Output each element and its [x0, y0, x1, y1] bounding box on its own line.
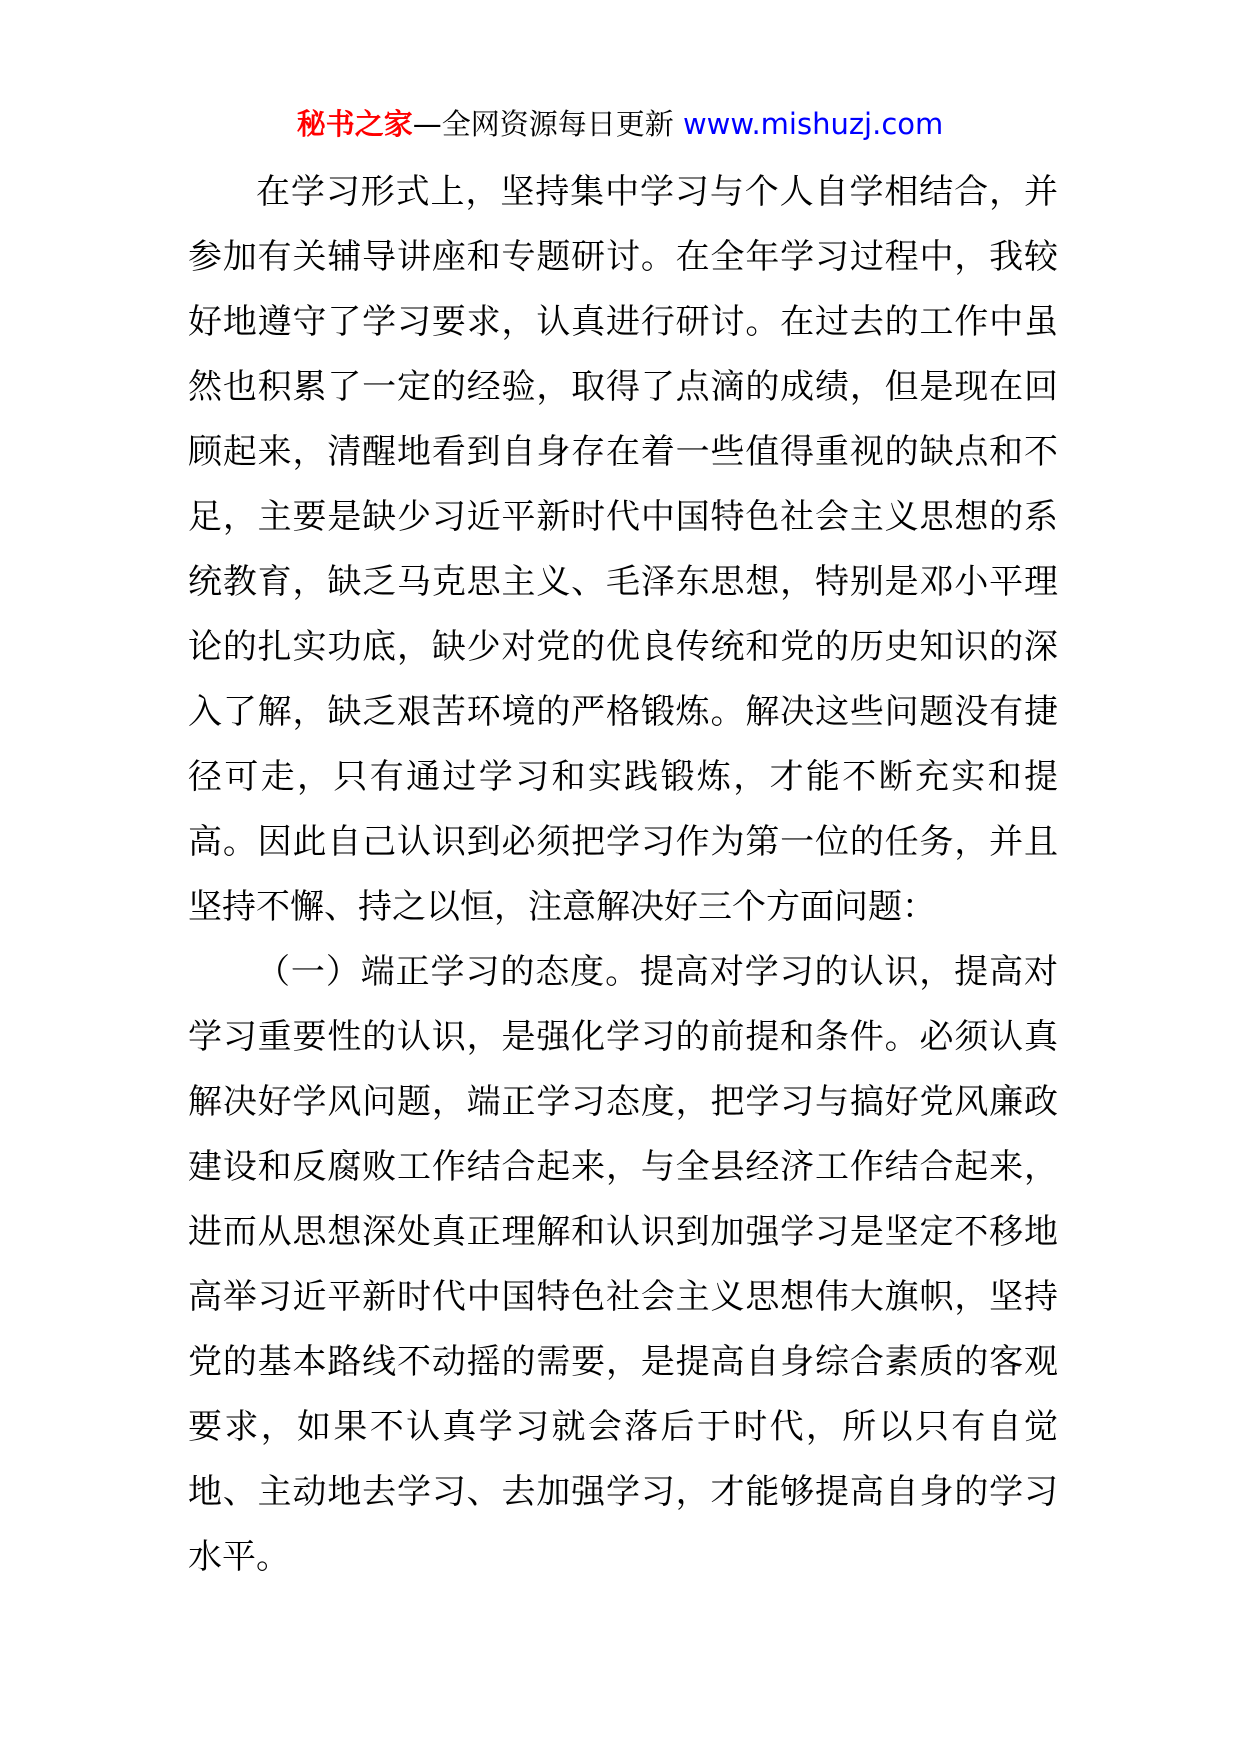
- header-brand: 秘书之家: [296, 107, 413, 141]
- page-header: [0, 100, 1240, 148]
- header-tagline: —全网资源每日更新: [412, 107, 683, 141]
- paragraph-learning-attitude: （一）端正学习的态度。提高对学习的认识，提高对学习重要性的认识，是强化学习的前提和条件。必须认真解决好学风问题，端正学习态度，把学习与搞好党风廉政建设和反腐败工作结合起来，与全县经济工作结合起来，进而从思想深处真正理解和认识到加强学习是坚定不移地高举习近平新时代中国特色社会主义思想伟大旗帜，坚持党的基本路线不动摇的需要，是提高自身综合素质的客观要求，如果不认真学习就会落后于时代，所以只有自觉地、主动地去学习、去加强学习，才能够提高自身的学习水平。: [188, 952, 1058, 1577]
- document-body: [188, 160, 1058, 1590]
- paragraph-learning-form: 在学习形式上，坚持集中学习与个人自学相结合，并参加有关辅导讲座和专题研讨。在全年学习过程中，我较好地遵守了学习要求，认真进行研讨。在过去的工作中虽然也积累了一定的经验，取得了点滴的成绩，但是现在回顾起来，清醒地看到自身存在着一些值得重视的缺点和不足，主要是缺少习近平新时代中国特色社会主义思想的系统教育，缺乏马克思主义、毛泽东思想，特别是邓小平理论的扎实功底，缺少对党的优良传统和党的历史知识的深入了解，缺乏艰苦环境的严格锻炼。解决这些问题没有捷径可走，只有通过学习和实践锻炼，才能不断充实和提高。因此自己认识到必须把学习作为第一位的任务，并且坚持不懈、持之以恒，注意解决好三个方面问题：: [188, 172, 1058, 927]
- header-url-link[interactable]: www.mishuzj.com: [682, 107, 944, 141]
